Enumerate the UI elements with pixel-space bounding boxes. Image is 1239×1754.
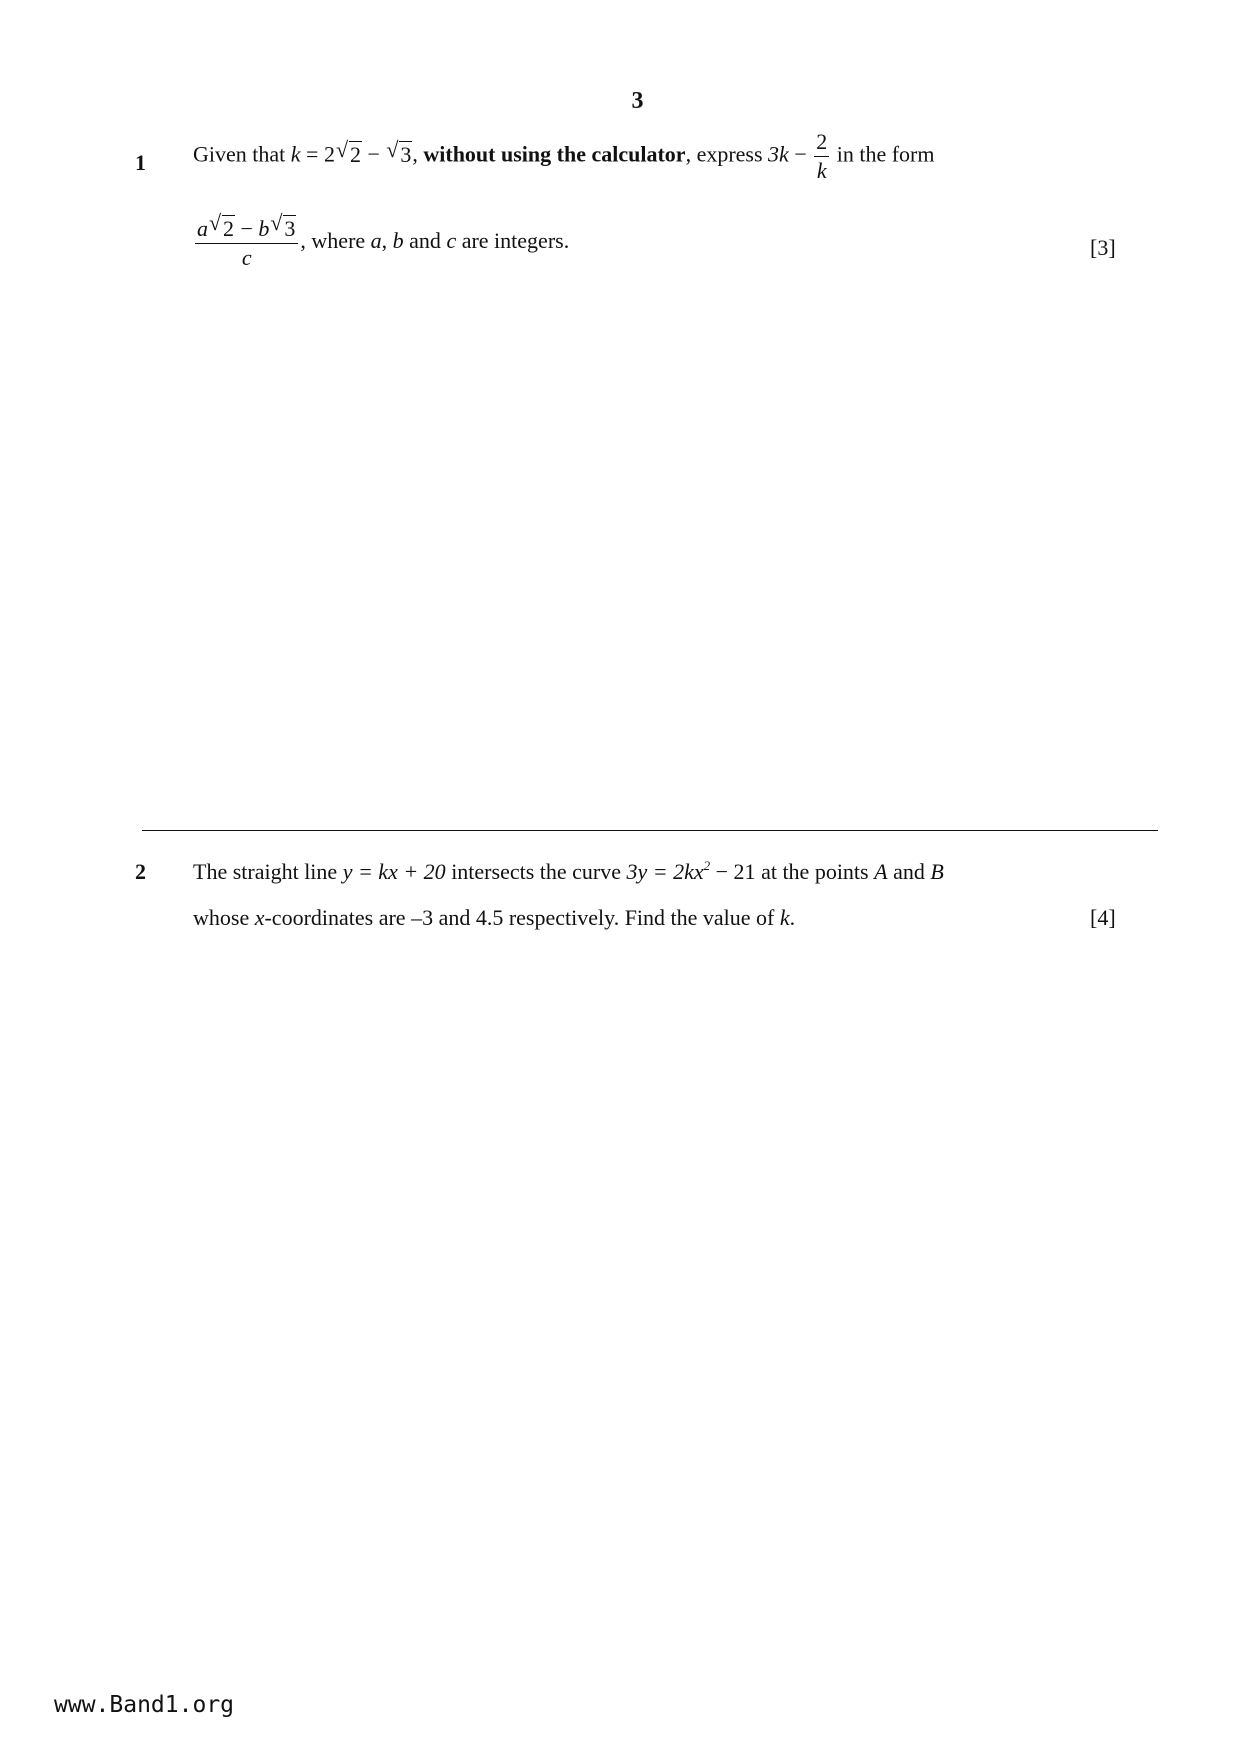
- q1-fraction-2-over-k: $\frac{2}{k}$: [816, 129, 828, 184]
- q2-curve-equation: $3y = 2kx^2 - 21$: [626, 858, 756, 884]
- question-2-line-2: [193, 905, 795, 931]
- q1-var-c: c: [446, 227, 457, 253]
- q1-sep: ,: [381, 227, 393, 253]
- q1-equals: = 2: [300, 141, 335, 167]
- q1-integers-text: are integers.: [456, 227, 570, 253]
- q2-text-a: The straight line: [193, 859, 343, 884]
- q1-sqrt-2: √ 2: [335, 136, 361, 167]
- q1-target-form-fraction: a √ 2 − b √ 3 c: [195, 215, 298, 270]
- q2-point-b: B: [930, 859, 944, 884]
- q1-expr-minus: −: [788, 141, 813, 167]
- question-1-line-1: [193, 130, 935, 183]
- footer-website: www.Band1.org: [54, 1692, 235, 1718]
- q2-point-a: A: [874, 859, 888, 884]
- q2-coordinates-text: -coordinates are –3 and 4.5 respectively. Find the value of: [264, 905, 780, 930]
- q2-and-text: and: [887, 859, 931, 884]
- q2-var-x: x: [254, 905, 265, 930]
- question-1-number: 1: [135, 150, 146, 175]
- question-1-marks: [3]: [1090, 235, 1116, 260]
- q1-and-text: and: [403, 227, 447, 253]
- question-1-line-2: [193, 210, 570, 271]
- q1-comma: ,: [412, 141, 424, 167]
- q2-whose-text: whose: [193, 905, 255, 930]
- q2-text-c: at the points: [755, 859, 875, 884]
- question-2-marks: [4]: [1090, 905, 1116, 930]
- q1-sqrt-3: √ 3: [386, 136, 412, 167]
- q1-var-a: a: [370, 227, 382, 253]
- question-divider: [142, 830, 1158, 831]
- page-number: 3: [631, 88, 644, 114]
- q1-minus: −: [361, 141, 386, 167]
- q1-bold-instruction: without using the calculator: [423, 141, 686, 167]
- q1-expr-3k: 3k: [768, 141, 789, 167]
- q1-form-text: in the form: [836, 141, 935, 167]
- q1-given-text: Given that: [193, 141, 286, 167]
- q1-express-text: , express: [685, 141, 763, 167]
- q1-var-b: b: [392, 227, 404, 253]
- q2-line-equation: y = kx + 20: [342, 859, 446, 884]
- question-2-number: 2: [135, 859, 146, 884]
- q1-k-variable: k: [290, 141, 301, 167]
- question-2-line-1: [193, 858, 944, 885]
- q2-var-k: k: [779, 905, 790, 930]
- q1-where-text: , where: [300, 227, 371, 253]
- q2-period: .: [789, 905, 796, 930]
- q2-text-b: intersects the curve: [445, 859, 627, 884]
